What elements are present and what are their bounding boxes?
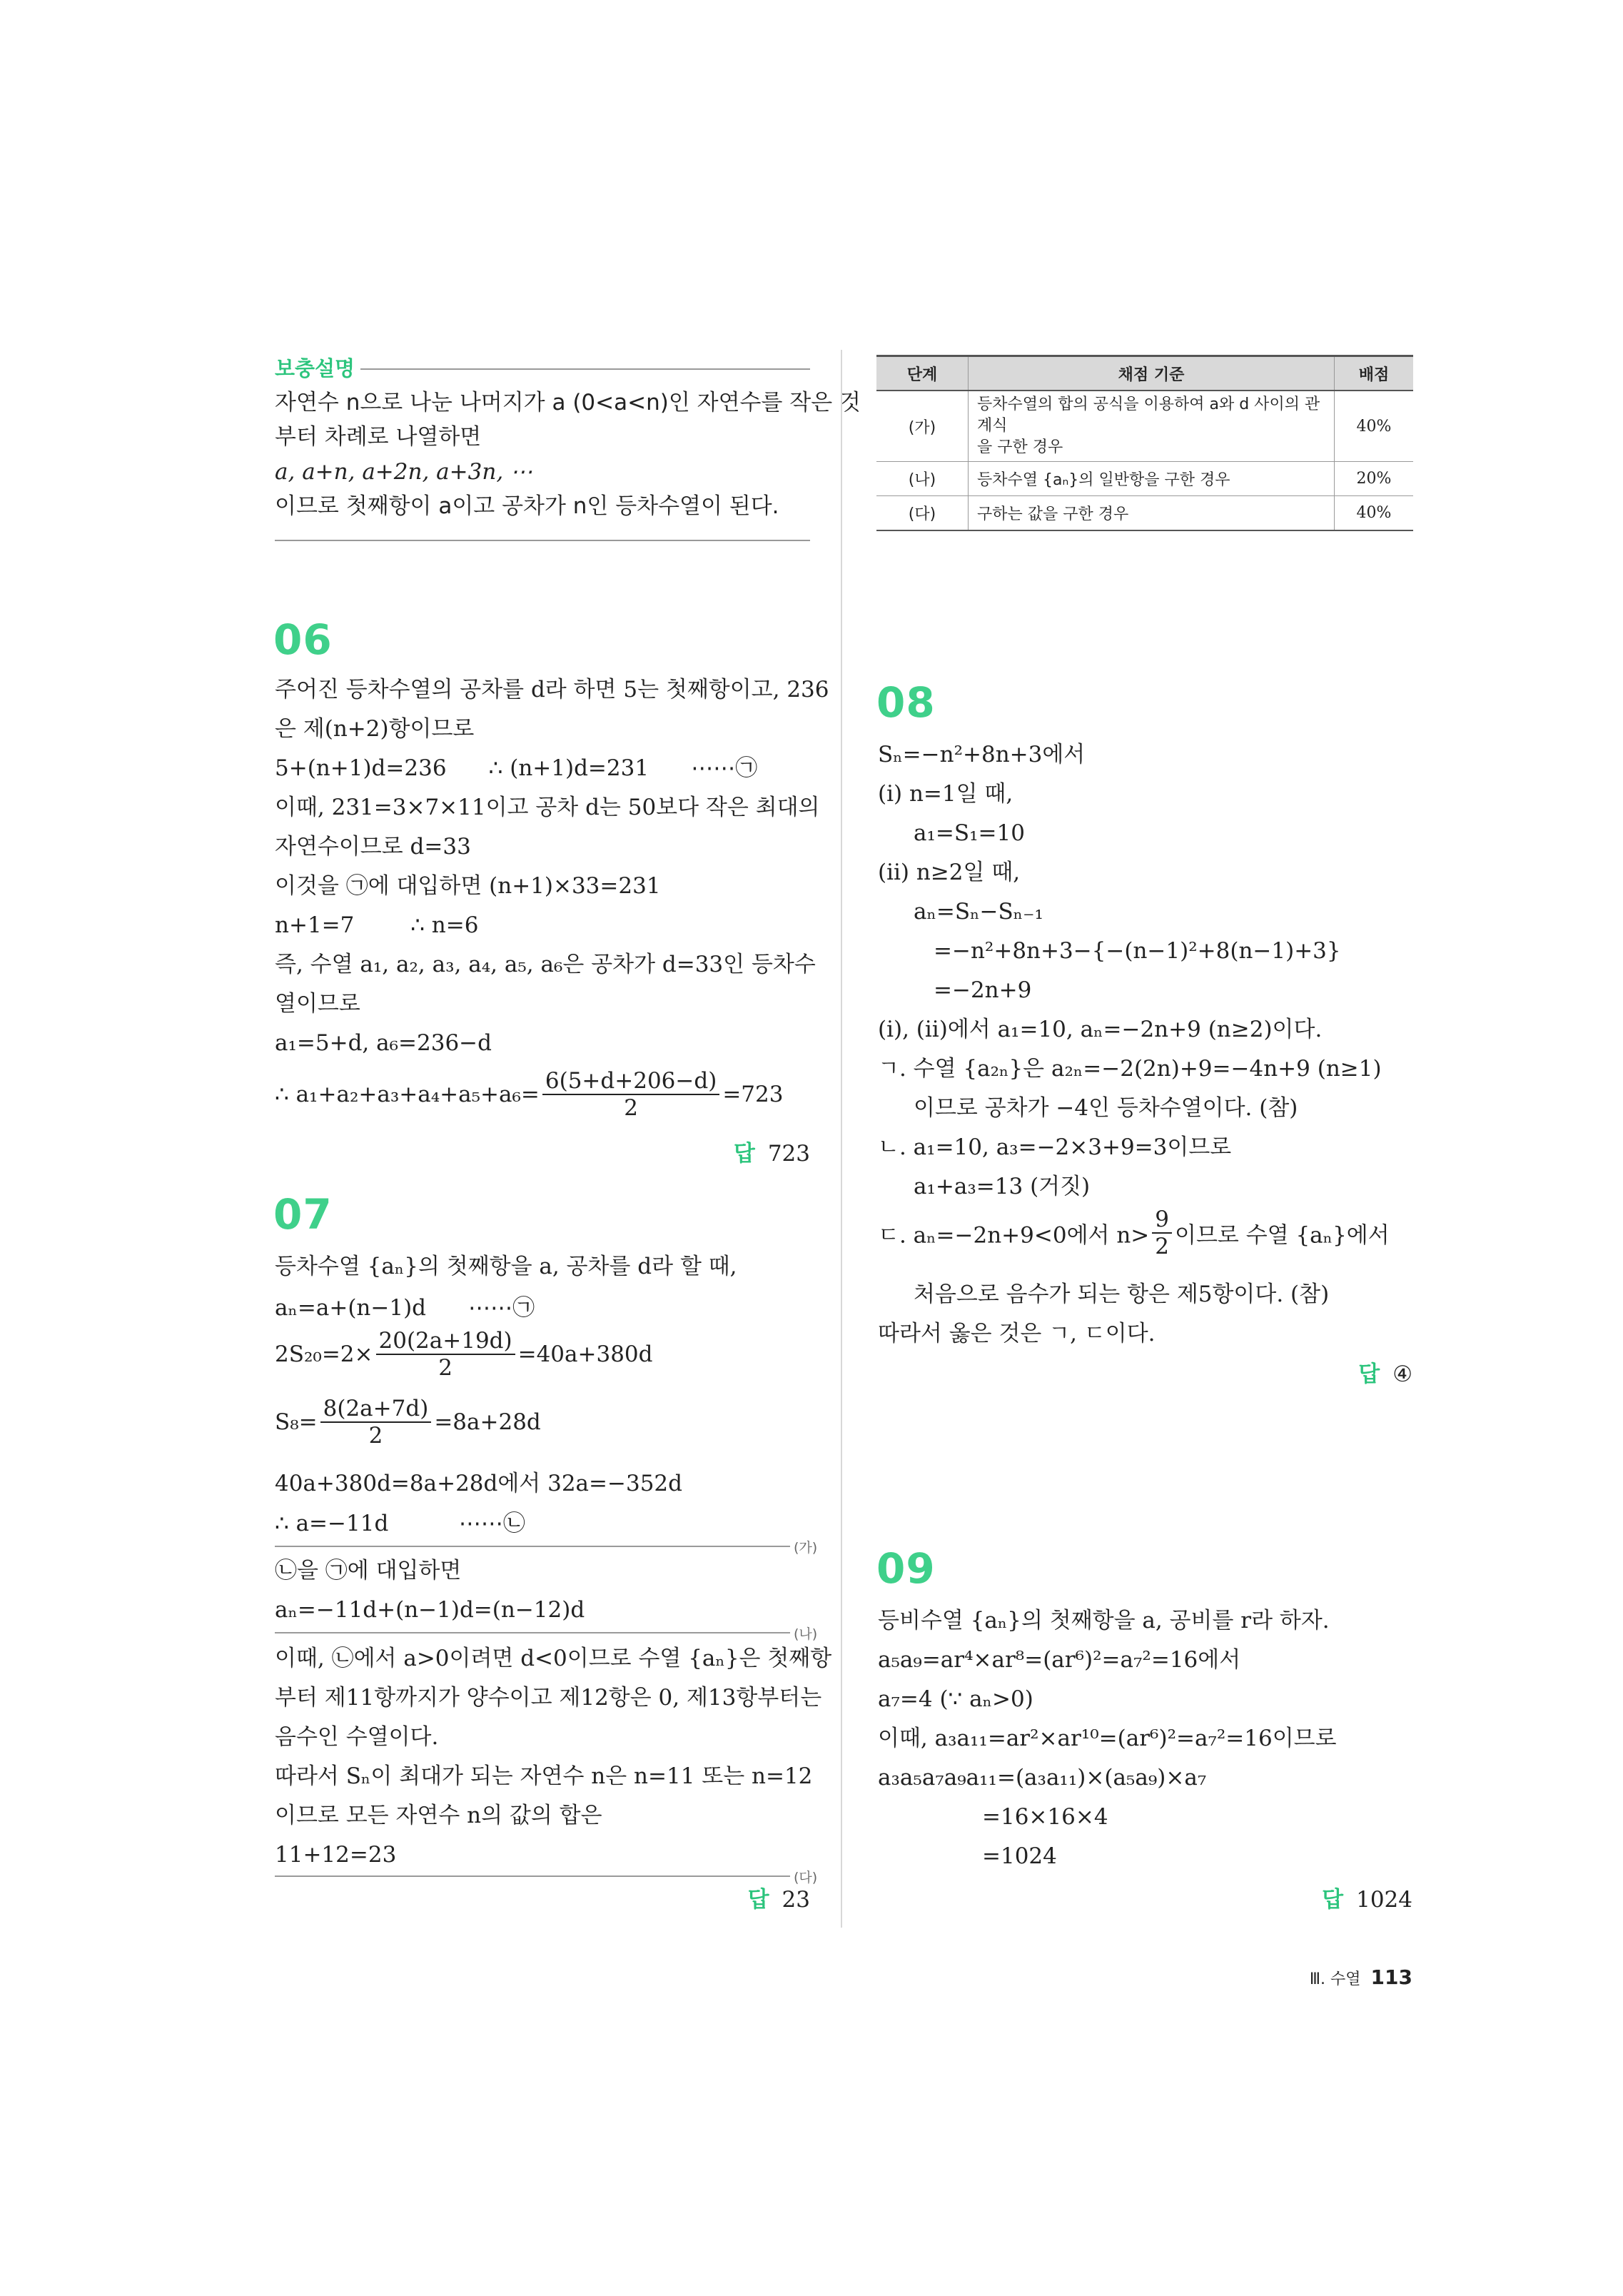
p09-line: a₃a₅a₇a₉a₁₁=(a₃a₁₁)×(a₅a₉)×a₇ (878, 1765, 1207, 1791)
p08-line: (ⅱ) n≥2일 때, (878, 860, 1021, 885)
p07-s8-fraction (320, 1396, 432, 1449)
p06-sum-denominator: 2 (624, 1095, 638, 1121)
p06-line: 이때, 231=3×7×11이고 공차 d는 50보다 작은 최대의 (275, 795, 820, 820)
answer-value: 1024 (1356, 1887, 1412, 1913)
p08-line: a₁=S₁=10 (914, 820, 1025, 846)
p08-choice-c-numerator: 9 (1152, 1207, 1172, 1234)
p07-s8-right: =8a+28d (434, 1409, 541, 1435)
p07-s8-left: S₈= (275, 1409, 318, 1435)
table-header-row (876, 356, 1413, 391)
page-number: 113 (1370, 1965, 1412, 1989)
p07-s20-numerator: 20(2a+19d) (376, 1328, 515, 1355)
p06-line: 열이므로 (275, 991, 360, 1017)
step-rule (275, 1546, 790, 1547)
p06-sum-numerator: 6(5+d+206−d) (542, 1068, 719, 1095)
p09-line: =1024 (982, 1843, 1057, 1869)
p07-line: 부터 제11항까지가 양수이고 제12항은 0, 제13항부터는 (275, 1685, 822, 1711)
table-cell-points: 40% (1335, 391, 1414, 462)
p07-line: ∴ a=−11d ⋯⋯㉡ (275, 1511, 525, 1536)
supplement-top-rule (360, 368, 810, 370)
p09-line: =16×16×4 (982, 1804, 1108, 1830)
table-cell-points: 40% (1335, 496, 1414, 530)
table-cell-step: (가) (876, 391, 969, 462)
supplement-line: 이므로 첫째항이 a이고 공차가 n인 등차수열이 된다. (275, 493, 779, 519)
p08-answer (1358, 1360, 1412, 1389)
p08-line: =−n²+8n+3−{−(n−1)²+8(n−1)+3} (934, 938, 1341, 964)
p06-line: 즉, 수열 a₁, a₂, a₃, a₄, a₅, a₆은 공차가 d=33인 등차수 (275, 952, 816, 977)
p07-s20-equation (275, 1328, 653, 1381)
p06-sum-right: =723 (722, 1082, 784, 1107)
p06-line: n+1=7 ∴ n=6 (275, 912, 479, 938)
p07-line: 따라서 Sₙ이 최대가 되는 자연수 n은 n=11 또는 n=12 (275, 1763, 813, 1789)
p06-sum-equation (275, 1068, 783, 1121)
p08-line: ㄱ. 수열 {a₂ₙ}은 a₂ₙ=−2(2n)+9=−4n+9 (n≥1) (878, 1056, 1382, 1082)
answer-value: 723 (767, 1141, 810, 1167)
supplement-line: a, a+n, a+2n, a+3n, ⋯ (275, 459, 533, 485)
p07-s8-equation (275, 1396, 541, 1449)
supplement-line: 자연수 n으로 나눈 나머지가 a (0<a<n)인 자연수를 작은 것 (275, 390, 861, 416)
step-marker-a: (가) (794, 1540, 818, 1556)
step-marker-c: (다) (794, 1870, 818, 1885)
p08-line: =−2n+9 (934, 977, 1032, 1003)
p09-answer (1322, 1885, 1412, 1914)
table-header: 배점 (1335, 356, 1414, 391)
p08-line: a₁+a₃=13 (거짓) (914, 1174, 1091, 1199)
p06-sum-fraction (542, 1068, 719, 1121)
p08-line: (ⅰ) n=1일 때, (878, 781, 1013, 807)
problem-number-07: 07 (273, 1190, 333, 1239)
p07-line: ㉡을 ㉠에 대입하면 (275, 1558, 462, 1583)
p07-line: 이므로 모든 자연수 n의 값의 합은 (275, 1803, 602, 1828)
table-row (876, 462, 1413, 496)
p06-answer (734, 1139, 810, 1168)
p08-line: 따라서 옳은 것은 ㄱ, ㄷ이다. (878, 1321, 1156, 1346)
problem-number-09: 09 (876, 1544, 936, 1593)
table-cell-step: (나) (876, 462, 969, 496)
step-marker-b: (나) (794, 1626, 818, 1642)
table-cell-step: (다) (876, 496, 969, 530)
problem-number-08: 08 (876, 678, 936, 727)
p06-line: 주어진 등차수열의 공차를 d라 하면 5는 첫째항이고, 236 (275, 677, 829, 703)
p07-s20-denominator: 2 (438, 1355, 452, 1381)
table-cell-criterion (969, 391, 1335, 462)
p07-s8-denominator: 2 (368, 1423, 383, 1449)
answer-value: 23 (782, 1887, 810, 1913)
p06-line: 자연수이므로 d=33 (275, 834, 471, 860)
p08-line: 이므로 공차가 −4인 등차수열이다. (참) (914, 1095, 1298, 1121)
p08-choice-c-left: ㄷ. aₙ=−2n+9<0에서 n> (878, 1222, 1150, 1249)
criterion-text: 등차수열의 합의 공식을 이용하여 a와 d 사이의 관계식 (977, 396, 1320, 435)
p09-line: 등비수열 {aₙ}의 첫째항을 a, 공비를 r라 하자. (878, 1608, 1330, 1633)
table-row (876, 391, 1413, 462)
column-divider (841, 350, 842, 1928)
p08-choice-c-fraction (1152, 1207, 1172, 1259)
supplement-bottom-rule (275, 540, 810, 541)
answer-label: 답 (747, 1887, 769, 1913)
criterion-text: 을 구한 경우 (977, 438, 1063, 456)
answer-value: ④ (1392, 1361, 1412, 1387)
supplement-line: 부터 차례로 나열하면 (275, 424, 482, 450)
table-cell-criterion: 등차수열 {aₙ}의 일반항을 구한 경우 (969, 462, 1335, 496)
footer (1310, 1963, 1412, 1994)
p06-line: 이것을 ㉠에 대입하면 (n+1)×33=231 (275, 873, 661, 899)
problem-number-06: 06 (273, 615, 333, 664)
p07-s20-right: =40a+380d (517, 1341, 653, 1367)
p07-line: 11+12=23 (275, 1842, 397, 1868)
table-header: 단계 (876, 356, 969, 391)
table-cell-points: 20% (1335, 462, 1414, 496)
p09-line: a₅a₉=ar⁴×ar⁸=(ar⁶)²=a₇²=16에서 (878, 1647, 1241, 1673)
p08-line: Sₙ=−n²+8n+3에서 (878, 742, 1086, 767)
p07-line: 음수인 수열이다. (275, 1724, 439, 1750)
table-cell-criterion: 구하는 값을 구한 경우 (969, 496, 1335, 530)
p08-line: (ⅰ), (ⅱ)에서 a₁=10, aₙ=−2n+9 (n≥2)이다. (878, 1017, 1323, 1042)
p08-line: 처음으로 음수가 되는 항은 제5항이다. (참) (914, 1282, 1330, 1307)
p07-line: 등차수열 {aₙ}의 첫째항을 a, 공차를 d라 할 때, (275, 1254, 737, 1279)
p07-s20-left: 2S₂₀=2× (275, 1341, 373, 1367)
p07-s20-fraction (376, 1328, 515, 1381)
p07-line: aₙ=a+(n−1)d ⋯⋯㉠ (275, 1295, 535, 1321)
answer-label: 답 (733, 1141, 755, 1167)
p08-choice-c-denominator: 2 (1155, 1234, 1170, 1259)
p07-line: 40a+380d=8a+28d에서 32a=−352d (275, 1471, 682, 1496)
p08-choice-c-right: 이므로 수열 {aₙ}에서 (1175, 1222, 1390, 1249)
p07-line: 이때, ㉡에서 a>0이려면 d<0이므로 수열 {aₙ}은 첫째항 (275, 1646, 832, 1671)
p07-line: aₙ=−11d+(n−1)d=(n−12)d (275, 1597, 585, 1623)
p06-sum-left: ∴ a₁+a₂+a₃+a₄+a₅+a₆= (275, 1082, 540, 1107)
step-rule (275, 1632, 790, 1633)
p07-s8-numerator: 8(2a+7d) (320, 1396, 432, 1423)
step-rule (275, 1875, 790, 1877)
scoring-table (876, 355, 1413, 531)
footer-section: Ⅲ. 수열 (1309, 1970, 1361, 1988)
table-header: 채점 기준 (969, 356, 1335, 391)
p07-answer (748, 1885, 810, 1914)
p09-line: 이때, a₃a₁₁=ar²×ar¹⁰=(ar⁶)²=a₇²=16이므로 (878, 1726, 1337, 1751)
answer-label: 답 (1322, 1887, 1344, 1913)
supplement-heading: 보충설명 (275, 356, 355, 381)
table-row (876, 496, 1413, 530)
p08-line: aₙ=Sₙ−Sₙ₋₁ (914, 899, 1043, 925)
p09-line: a₇=4 (∵ aₙ>0) (878, 1686, 1033, 1712)
answer-label: 답 (1358, 1361, 1380, 1387)
p08-choice-c-equation (878, 1207, 1390, 1259)
p06-line: 은 제(n+2)항이므로 (275, 716, 475, 742)
p06-line: 5+(n+1)d=236 ∴ (n+1)d=231 ⋯⋯㉠ (275, 755, 758, 781)
p06-line: a₁=5+d, a₆=236−d (275, 1030, 492, 1056)
p08-line: ㄴ. a₁=10, a₃=−2×3+9=3이므로 (878, 1134, 1232, 1160)
